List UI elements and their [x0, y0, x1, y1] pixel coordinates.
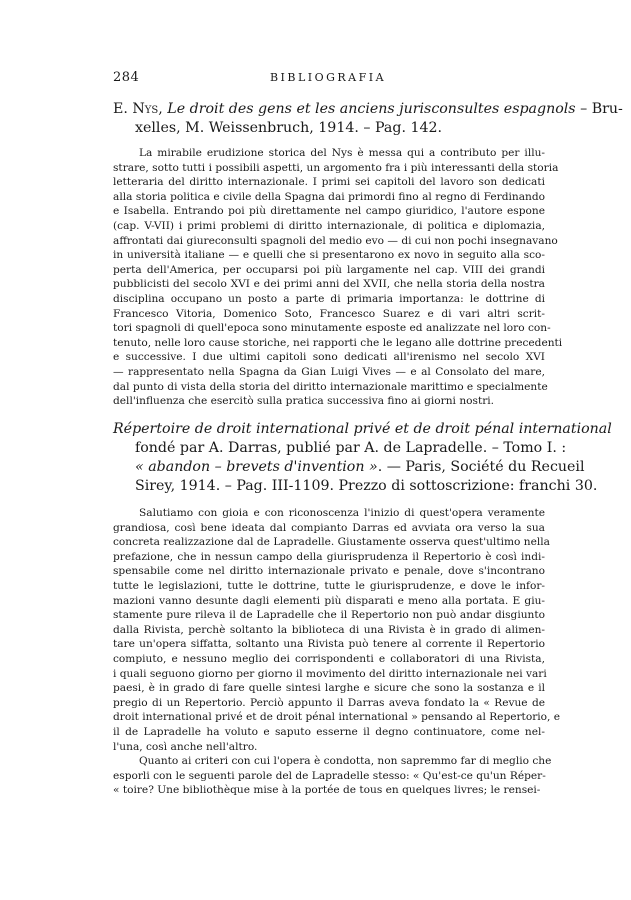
entry1-body-line: perta dell'America, per occuparsi poi più largamente nel cap. VIII dei grandi — [113, 263, 545, 276]
entry1-title-line: E. Nys, Le droit des gens et les anciens jurisconsultes espagnols – Bru- — [113, 101, 623, 117]
entry2-body-line: concreta realizzazione dal de Lapradelle. Giustamente osserva quest'ultimo nella — [113, 536, 550, 549]
entry2-title-line: Répertoire de droit international privé et de droit pénal international — [113, 421, 612, 437]
entry2-body-line: grandiosa, così bene ideata dal compianto Darras ed avviata ora verso la sua — [113, 521, 545, 534]
entry2-title-line: Sirey, 1914. – Pag. III-1109. Prezzo di sottoscrizione: franchi 30. — [135, 478, 598, 494]
entry2-body-line: droit international privé et de droit pénal international » pensando al Repertorio, e — [113, 711, 561, 724]
entry1-body-line: in università italiane — e quelli che si presentarono ex novo in seguito alla sco- — [113, 249, 545, 262]
entry2-body-line: prefazione, che in nessun campo della giurisprudenza il Repertorio è così indi- — [113, 550, 545, 563]
entry2-title-line: « abandon – brevets d'invention ». — Paris, Société du Recueil — [135, 459, 585, 475]
entry2-title-line: fondé par A. Darras, publié par A. de Lapradelle. – Tomo I. : — [135, 440, 567, 456]
entry1-body-line: La mirabile erudizione storica del Nys è messa qui a contributo per illu- — [139, 147, 545, 159]
entry2-body-line: il de Lapradelle ha voluto e saputo esserne il degno continuatore, come nel- — [113, 725, 545, 738]
entry2-body-line: esporli con le seguenti parole del de Lapradelle stesso: « Qu'est-ce qu'un Réper- — [113, 769, 546, 782]
entry2-body-line: dalla Rivista, perchè soltanto la biblioteca di una Rivista è in grado di alimen- — [113, 623, 545, 636]
entry2-body-line: paesi, è in grado di fare quelle sintesi larghe e sicure che sono la sostanza e il — [113, 682, 545, 695]
entry2-body-line: tutte le legislazioni, tutte le dottrine, tutte le giurisprudenze, e dove le infor- — [113, 579, 545, 592]
entry1-body-line: Francesco Vitoria, Domenico Soto, Francesco Suarez e di vari altri scrit- — [113, 307, 545, 320]
entry2-body-line: Quanto ai criteri con cui l'opera è condotta, non sapremmo far di meglio che — [139, 755, 552, 768]
entry1-body-line: dell'influenza che esercitò sulla pratica successiva fino ai giorni nostri. — [113, 395, 495, 408]
page-number: 284 — [113, 70, 140, 85]
entry2-body-line: spensabile come nel diritto internazionale privato e penale, dove s'incontrano — [113, 565, 545, 578]
entry1-title-line: xelles, M. Weissenbruch, 1914. – Pag. 142. — [135, 120, 443, 136]
entry1-body-line: (cap. V-VII) i primi problemi di diritto internazionale, di politica e diplomazia, — [113, 219, 545, 232]
entry1-body-line: alla storia politica e civile della Spagna dai primordi fino al regno di Ferdinando — [113, 190, 545, 203]
running-head: BIBLIOGRAFIA — [269, 71, 387, 84]
entry2-body-line: l'una, così anche nell'altro. — [113, 740, 258, 753]
entry2-review — [113, 506, 561, 798]
entry1-body-line: tori spagnoli di quell'epoca sono minutamente esposte ed analizzate nel loro con- — [113, 322, 551, 335]
entry1-body-line: pubblicisti del secolo XVI e dei primi anni del XVII, che nella storia della nostra — [113, 278, 545, 291]
entry2-body-line: compiuto, e nessuno meglio dei corrispondenti e collaboratori di una Rivista, — [113, 652, 545, 665]
entry2-body-line: mazioni vanno desunte dagli elementi più disparati e meno alla portata. E giu- — [113, 594, 545, 607]
entry2-body-line: i quali seguono giorno per giorno il movimento del diritto internazionale nei vari — [113, 667, 547, 680]
entry1-body-line: — rappresentato nella Spagna da Gian Luigi Vives — e al Consolato del mare, — [113, 365, 545, 378]
entry2-body-line: tare un'opera siffatta, soltanto una Rivista può tenere al corrente il Repertorio — [113, 638, 545, 651]
entry2-body-line: pregio di un Repertorio. Perciò appunto il Darras aveva fondato la « Revue de — [113, 696, 545, 709]
entry2-body-line: Salutiamo con gioia e con riconoscenza l'inizio di quest'opera veramente — [139, 507, 545, 519]
page-header — [113, 70, 543, 88]
entry1-body-line: tenuto, nelle loro cause storiche, nei rapporti che le legano alle dottrine precedenti — [113, 336, 563, 349]
entry1-review — [113, 146, 563, 409]
entry2-body-line: « toire? Une bibliothèque mise à la portée de tous en quelques livres; le rensei- — [113, 784, 541, 797]
entry1-title — [113, 100, 623, 138]
entry1-body-line: strare, sotto tutti i possibili aspetti, un argomento fra i più interessanti della storia — [113, 161, 559, 174]
entry2-body-line: stamente pure rileva il de Lapradelle che il Repertorio non può andar disgiunto — [113, 609, 545, 622]
entry1-body-line: e Isabella. Entrando poi più direttamente nel campo giuridico, l'autore espone — [113, 205, 545, 218]
entry1-body-line: e successive. I due ultimi capitoli sono dedicati all'irenismo nel secolo XVI — [113, 351, 545, 364]
entry2-title — [113, 420, 612, 496]
entry1-body-line: disciplina occupano un posto a parte di primaria importanza: le dottrine di — [113, 292, 545, 305]
entry1-body-line: affrontati dai giureconsulti spagnoli del medio evo — di cui non pochi insegnavano — [113, 234, 558, 247]
entry1-body-line: letteraria del diritto internazionale. I primi sei capitoli del lavoro son dedicati — [113, 176, 545, 189]
entry1-body-line: dal punto di vista della storia del diritto internazionale marittimo e specialmente — [113, 380, 548, 393]
